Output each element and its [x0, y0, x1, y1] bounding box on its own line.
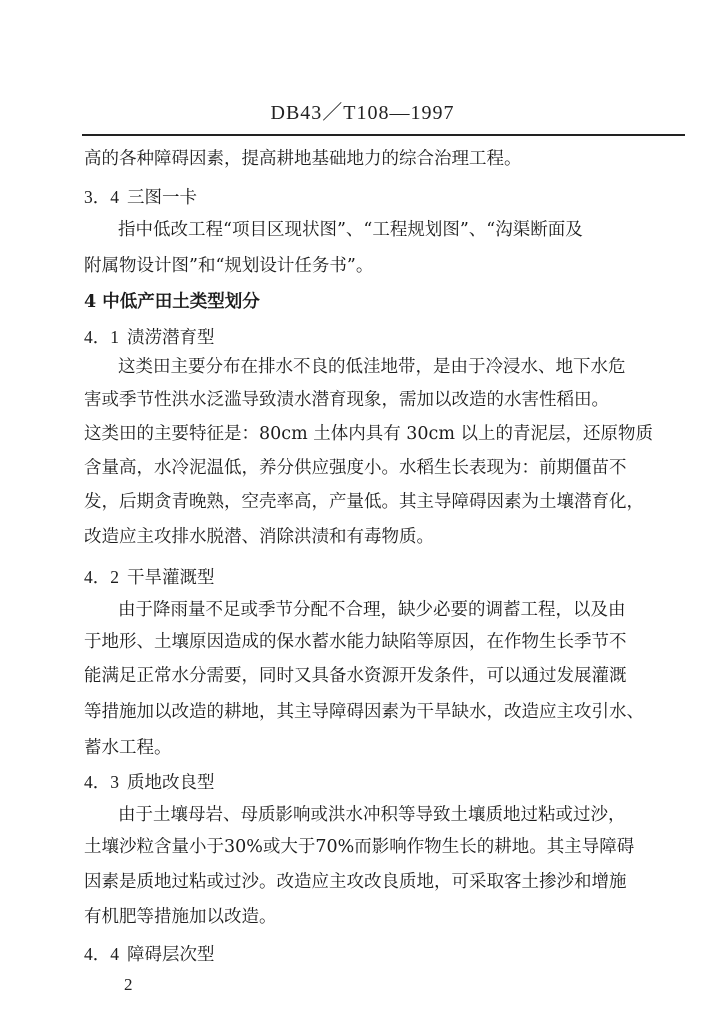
section-heading-3-4	[84, 185, 197, 210]
section-title: 三图一卡	[127, 188, 197, 208]
header-rule	[82, 134, 685, 136]
text-line: 高的各种障碍因素，提高耕地基础地力的综合治理工程。	[84, 149, 522, 169]
text-line: 等措施加以改造的耕地，其主导障碍因素为干旱缺水，改造应主攻引水、	[84, 702, 644, 722]
section-number: 4．4	[84, 944, 119, 964]
section-title: 质地改良型	[127, 773, 215, 793]
section-heading-4-3	[84, 770, 215, 795]
document-code-header: DB43／T108—1997	[270, 102, 455, 124]
section-heading-4: 4 中低产田土类型划分	[84, 292, 260, 312]
section-title: 干旱灌溉型	[127, 568, 215, 588]
text-line: 能满足正常水分需要，同时又具备水资源开发条件，可以通过发展灌溉	[84, 666, 627, 686]
text-line: 由于降雨量不足或季节分配不合理，缺少必要的调蓄工程，以及由	[118, 600, 626, 620]
section-heading-4-1	[84, 325, 215, 350]
text-line: 发，后期贪青晚熟，空壳率高，产量低。其主导障碍因素为土壤潜育化，	[84, 492, 644, 512]
section-number: 4．3	[84, 772, 119, 792]
section-heading-4-2	[84, 565, 215, 590]
section-number: 4．1	[84, 327, 119, 347]
section-number: 4．2	[84, 567, 119, 587]
text-line: 含量高，水冷泥温低，养分供应强度小。水稻生长表现为：前期僵苗不	[84, 458, 627, 478]
text-line: 这类田主要分布在排水不良的低洼地带，是由于冷浸水、地下水危	[118, 357, 626, 377]
text-line: 害或季节性洪水泛滥导致渍水潜育现象，需加以改造的水害性稻田。	[84, 390, 609, 410]
section-heading-4-4	[84, 942, 215, 967]
section-number: 3．4	[84, 187, 119, 207]
text-line: 因素是质地过粘或过沙。改造应主攻改良质地，可采取客土掺沙和增施	[84, 872, 627, 892]
page-number: 2	[124, 975, 133, 994]
text-line: 指中低改工程“项目区现状图”、“工程规划图”、“沟渠断面及	[118, 220, 583, 240]
text-line: 改造应主攻排水脱潜、消除洪渍和有毒物质。	[84, 527, 434, 547]
section-title: 渍涝潜育型	[127, 328, 215, 348]
text-line: 于地形、土壤原因造成的保水蓄水能力缺陷等原因，在作物生长季节不	[84, 632, 627, 652]
text-line: 由于土壤母岩、母质影响或洪水冲积等导致土壤质地过粘或过沙，	[118, 805, 626, 825]
text-line: 附属物设计图”和“规划设计任务书”。	[84, 256, 374, 276]
text-line: 土壤沙粒含量小于30%或大于70%而影响作物生长的耕地。其主导障碍	[84, 837, 635, 857]
text-line: 蓄水工程。	[84, 738, 172, 758]
text-line: 这类田的主要特征是：80cm 土体内具有 30cm 以上的青泥层，还原物质	[84, 424, 654, 444]
section-title: 障碍层次型	[127, 945, 215, 965]
text-line: 有机肥等措施加以改造。	[84, 907, 277, 927]
